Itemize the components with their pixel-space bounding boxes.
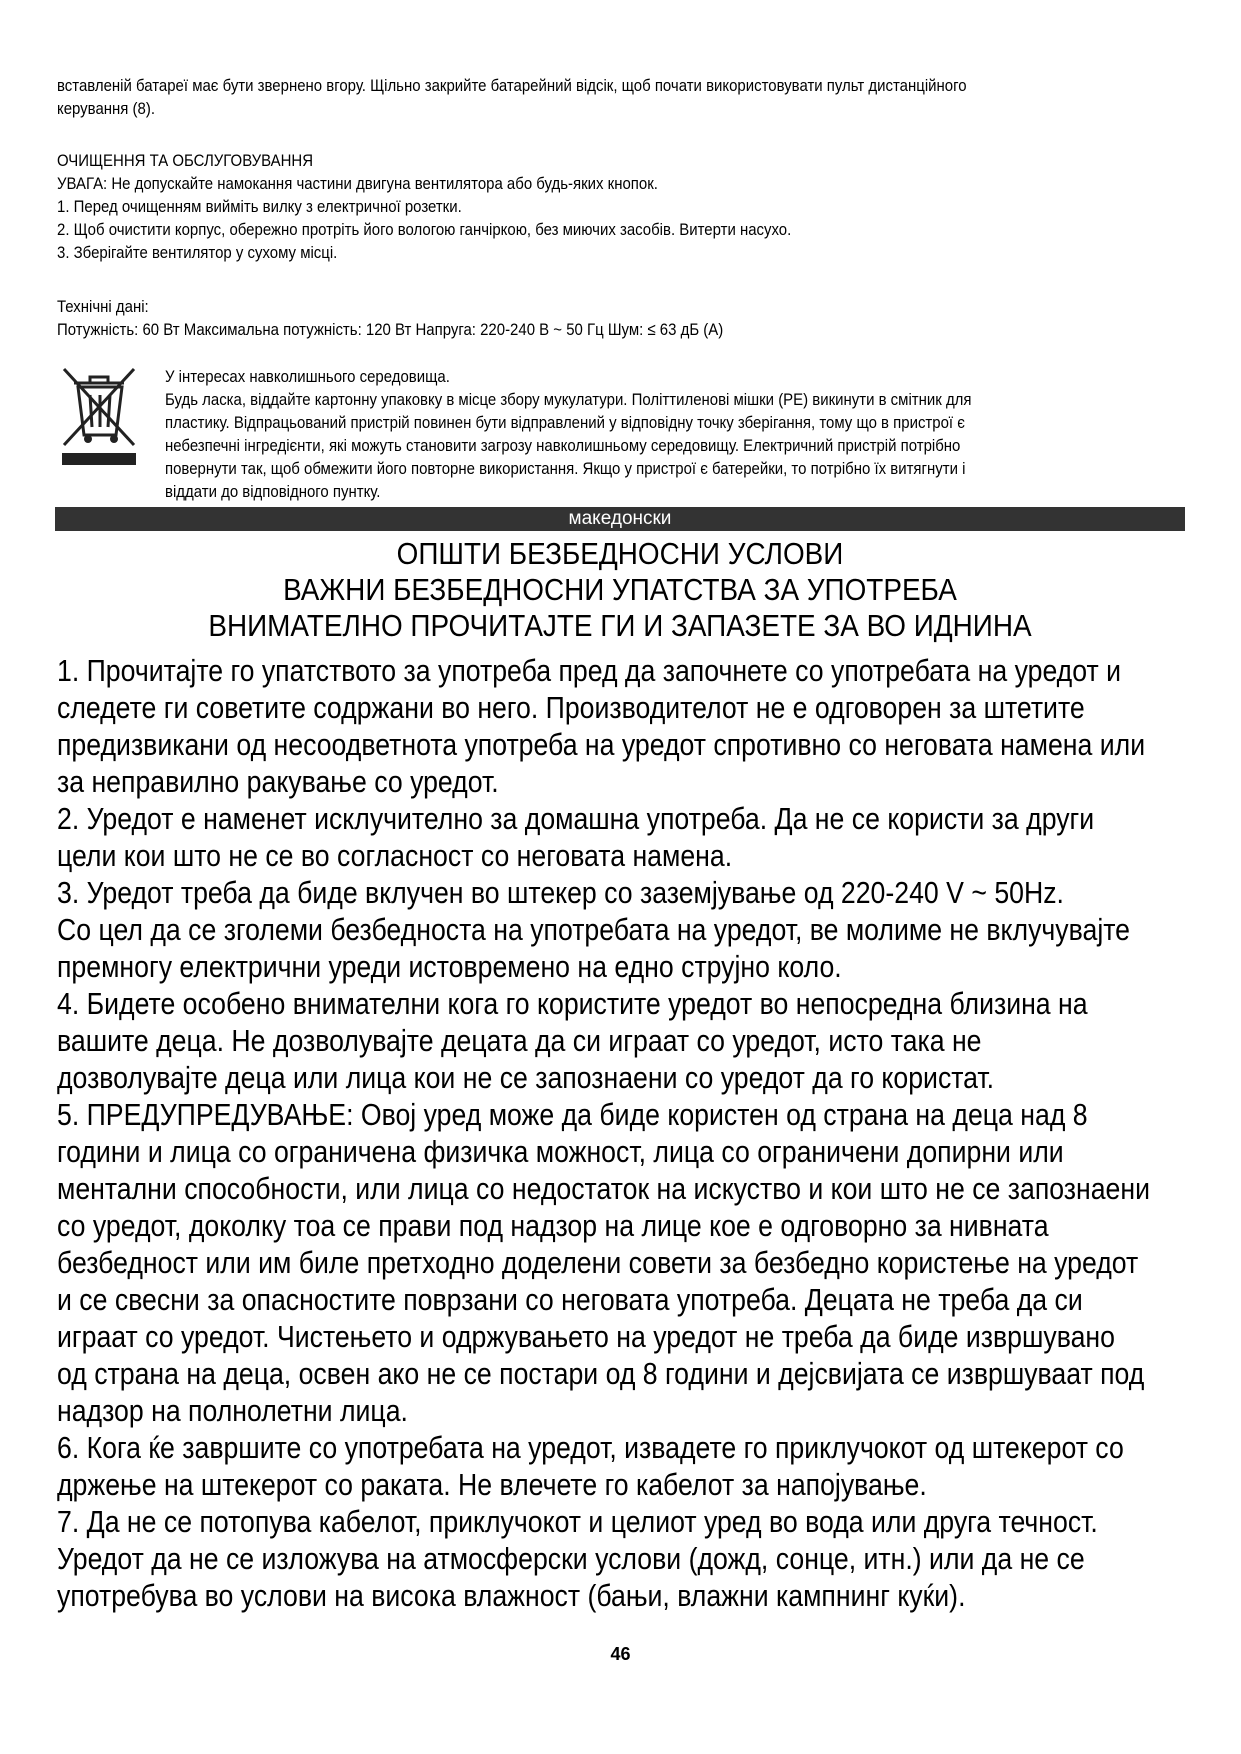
section-heading: ВАЖНИ БЕЗБЕДНОСНИ УПАТСТВА ЗА УПОТРЕБА xyxy=(283,572,957,607)
text-line: 7. Да не се потопува кабелот, приклучокот и целиот уред во вода или друга течност. xyxy=(57,1504,1098,1539)
text-line: повернути так, щоб обмежити його повторне використання. Якщо у пристрої є батерейки, то потрібно їх витягнути і xyxy=(165,459,966,478)
text-line: пластику. Відпрацьований пристрій повинен бути відправлений у відповідну точку зберігання, тому що в пристрої є xyxy=(165,413,965,432)
text-line: керування (8). xyxy=(57,99,155,118)
text-line: У інтересах навколишнього середовища. xyxy=(165,367,450,386)
text-line: со уредот, доколку тоа се прави под надзор на лице кое е одговорно за нивната xyxy=(57,1208,1049,1243)
text-line: УВАГА: Не допускайте намокання частини двигуна вентилятора або будь-яких кнопок. xyxy=(57,174,658,193)
section-headings xyxy=(55,536,1185,644)
text-line: премногу електрични уреди истовремено на едно струјно коло. xyxy=(57,949,842,984)
text-line: надзор на полнолетни лица. xyxy=(57,1393,408,1428)
text-line: вставленій батареї має бути звернено вгору. Щільно закрийте батарейний відсік, щоб почати використовувати пульт дистанційного xyxy=(57,76,967,95)
text-line: безбедност или им биле претходно доделени совети за безбедно користење на уредот xyxy=(57,1245,1139,1280)
intro-paragraph xyxy=(57,74,1187,120)
section-heading: ВНИМАТЕЛНО ПРОЧИТАЈТЕ ГИ И ЗАПАЗЕТЕ ЗА ВО ИДНИНА xyxy=(208,608,1032,643)
crossed-out-wheelie-bin-icon xyxy=(60,365,138,467)
text-line: и се свесни за опасностите поврзани со неговата употреба. Децата не треба да си xyxy=(57,1282,1083,1317)
language-bar: македонски xyxy=(55,507,1185,531)
technical-data-heading: Технічні дані: xyxy=(57,297,149,316)
text-line: играат со уредот. Чистењето и одржувањето на уредот не треба да биде извршувано xyxy=(57,1319,1115,1354)
text-line: 2. Уредот е наменет исклучително за домашна употреба. Да не се користи за други xyxy=(57,801,1095,836)
text-line: за неправилно ракување со уредот. xyxy=(57,764,499,799)
environment-notice xyxy=(165,365,1241,503)
text-line: Уредот да не се изложува на атмосферски услови (дожд, сонце, итн.) или да не се xyxy=(57,1541,1085,1576)
text-line: 3. Уредот треба да биде вклучен во штекер со заземјување од 220-240 V ~ 50Hz. xyxy=(57,875,1064,910)
cleaning-section xyxy=(57,149,1187,264)
text-line: години и лица со ограничена физичка можност, лица со ограничени допирни или xyxy=(57,1134,1064,1169)
text-line: Со цел да се зголеми безбедноста на употребата на уредот, ве молиме не вклучувајте xyxy=(57,912,1130,947)
text-line: 2. Щоб очистити корпус, обережно протріть його вологою ганчіркою, без миючих засобів. Витерти насухо. xyxy=(57,220,792,239)
text-line: віддати до відповідного пунтку. xyxy=(165,482,381,501)
text-line: цели кои што не се во согласност со неговата намена. xyxy=(57,838,733,873)
text-line: следете ги советите содржани во него. Производителот не е одговорен за штетите xyxy=(57,690,1085,725)
section-heading: ОПШТИ БЕЗБЕДНОСНИ УСЛОВИ xyxy=(396,536,844,571)
text-line: 3. Зберігайте вентилятор у сухому місці. xyxy=(57,243,338,262)
technical-data-section xyxy=(57,295,1187,341)
text-line: дозволувајте деца или лица кои не се запознаени со уредот да го користат. xyxy=(57,1060,995,1095)
text-line: предизвикани од несоодветнота употреба на уредот спротивно со неговата намена или xyxy=(57,727,1146,762)
text-line: вашите деца. Не дозволувајте децата да си играат со уредот, исто така не xyxy=(57,1023,982,1058)
text-line: Будь ласка, віддайте картонну упаковку в місце збору мукулатури. Політтиленові мішки (PE) викинути в смітник для xyxy=(165,390,972,409)
text-line: небезпечні інгредієнти, які можуть становити загрозу навколишньому середовищу. Електричний пристрій потрібно xyxy=(165,436,961,455)
text-line: држење на штекерот со раката. Не влечете го кабелот за напојување. xyxy=(57,1467,927,1502)
page-number: 46 xyxy=(610,1644,631,1664)
text-line: 4. Бидете особено внимателни кога го користите уредот во непосредна близина на xyxy=(57,986,1088,1021)
text-line: од страна на деца, освен ако не се постари од 8 години и дејсвијата се извршуваат под xyxy=(57,1356,1145,1391)
text-line: употребува во услови на висока влажност (бањи, влажни кампнинг куќи). xyxy=(57,1578,966,1613)
technical-specs: Потужність: 60 Вт Максимальна потужність: 120 Вт Напруга: 220-240 В ~ 50 Гц Шум: ≤ 63 дБ (А) xyxy=(57,320,724,339)
text-line: 1. Перед очищенням вийміть вилку з електричної розетки. xyxy=(57,197,462,216)
text-line: ментални способности, или лица со недостаток на искуство и кои што не се запознаени xyxy=(57,1171,1151,1206)
cleaning-heading: ОЧИЩЕННЯ ТА ОБСЛУГОВУВАННЯ xyxy=(57,151,314,170)
text-line: 6. Кога ќе завршите со употребата на уредот, извадете го приклучокот од штекерот со xyxy=(57,1430,1124,1465)
text-line: 5. ПРЕДУПРЕДУВАЊЕ: Овој уред може да биде користен од страна на деца над 8 xyxy=(57,1097,1088,1132)
text-line: 1. Прочитајте го упатството за употреба пред да започнете со употребата на уредот и xyxy=(57,653,1121,688)
safety-instructions xyxy=(57,652,1184,1614)
